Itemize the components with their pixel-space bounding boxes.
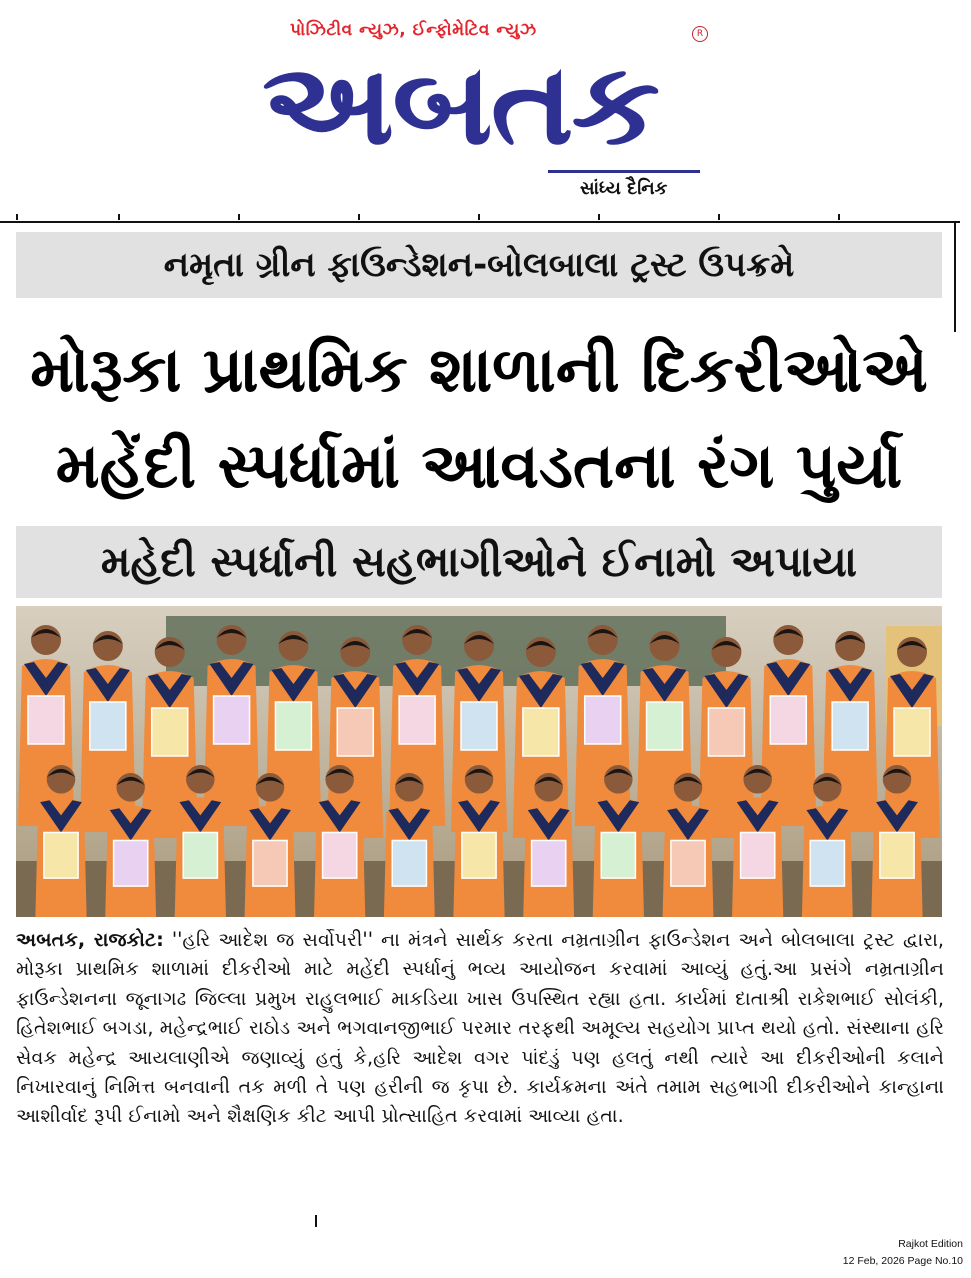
- story-subhead: મહેદી સ્પર્ધાની સહભાગીઓને ઈનામો અપાયા: [16, 526, 942, 598]
- group-photo-illustration: [16, 606, 942, 917]
- article-dateline: અબતક, રાજકોટ:: [16, 928, 164, 951]
- logo-underline: [548, 170, 700, 173]
- masthead-tagline: પોઝિટીવ ન્યુઝ, ઈન્ફોમેટિવ ન્યુઝ: [290, 20, 537, 40]
- registered-icon: R: [692, 26, 708, 42]
- edition-info: [843, 1236, 963, 1270]
- masthead-subtitle: સાંધ્ય દૈનિક: [580, 178, 668, 199]
- article-body: [16, 925, 944, 1131]
- masthead-rule: [0, 221, 960, 223]
- article-text: ''હરિ આદેશ જ સર્વોપરી'' ના મંત્રને સાર્થક કરતા નમ્રતાગ્રીન ફાઉન્ડેશન અને બોલબાલા ટ્રસ્ટ દ્વારા, મોરૂકા પ્રાથમિક શાળામાં દીકરીઓ માટે મહેંદી સ્પર્ધાનું ભવ્ય આયોજન કરવામાં આવ્યું હતું.આ પ્રસંગે નમ્રતાગ્રીન ફાઉન્ડેશનના જૂનાગઢ જિલ્લા પ્રમુખ રાહુલભાઈ માકડિયા ખાસ ઉપસ્થિત રહ્યા હતા. કાર્યમાં દાતાશ્રી રાકેશભાઈ સોલંકી, હિતેશભાઈ બગડા, મહેન્દ્રભાઈ રાઠોડ અને ભગવાનજીભાઈ પરમાર તરફથી અમૂલ્ય સહયોગ પ્રાપ્ત થયો હતો. સંસ્થાના હરિ સેવક મહેન્દ્ર આયલાણીએ જણાવ્યું હતું કે,હરિ આદેશ વગર પાંદડું પણ હલતું નથી ત્યારે આ દીકરીઓની કલાને નિખારવાનું નિમિત્ત બનવાની તક મળી તે પણ હરીની જ કૃપા છે. કાર્યક્રમના અંતે તમામ સહભાગી દીકરીઓને કાન્હાના આશીર્વાદ રૂપી ઈનામો અને શૈક્ષણિક કીટ આપી પ્રોત્સાહિત કરવામાં આવ્યા હતા.: [16, 928, 944, 1128]
- headline-line-1: મોરૂકા પ્રાથમિક શાળાની દિકરીઓએ: [30, 333, 928, 406]
- text-cursor: [315, 1215, 317, 1227]
- group-photo: [16, 606, 942, 917]
- newspaper-logo: અબતક: [262, 40, 658, 170]
- masthead: [0, 0, 971, 215]
- edition-date-page: 12 Feb, 2026 Page No.10: [842, 1255, 963, 1267]
- edition-name: Rajkot Edition: [898, 1238, 963, 1250]
- page-edge-marker: [954, 222, 956, 332]
- story-kicker: નમૃતા ગ્રીન ફાઉન્ડેશન-બોલબાલા ટ્રસ્ટ ઉપક્રમે: [16, 232, 942, 298]
- headline-line-2: મહેંદી સ્પર્ધામાં આવડતના રંગ પુર્યા: [55, 429, 903, 502]
